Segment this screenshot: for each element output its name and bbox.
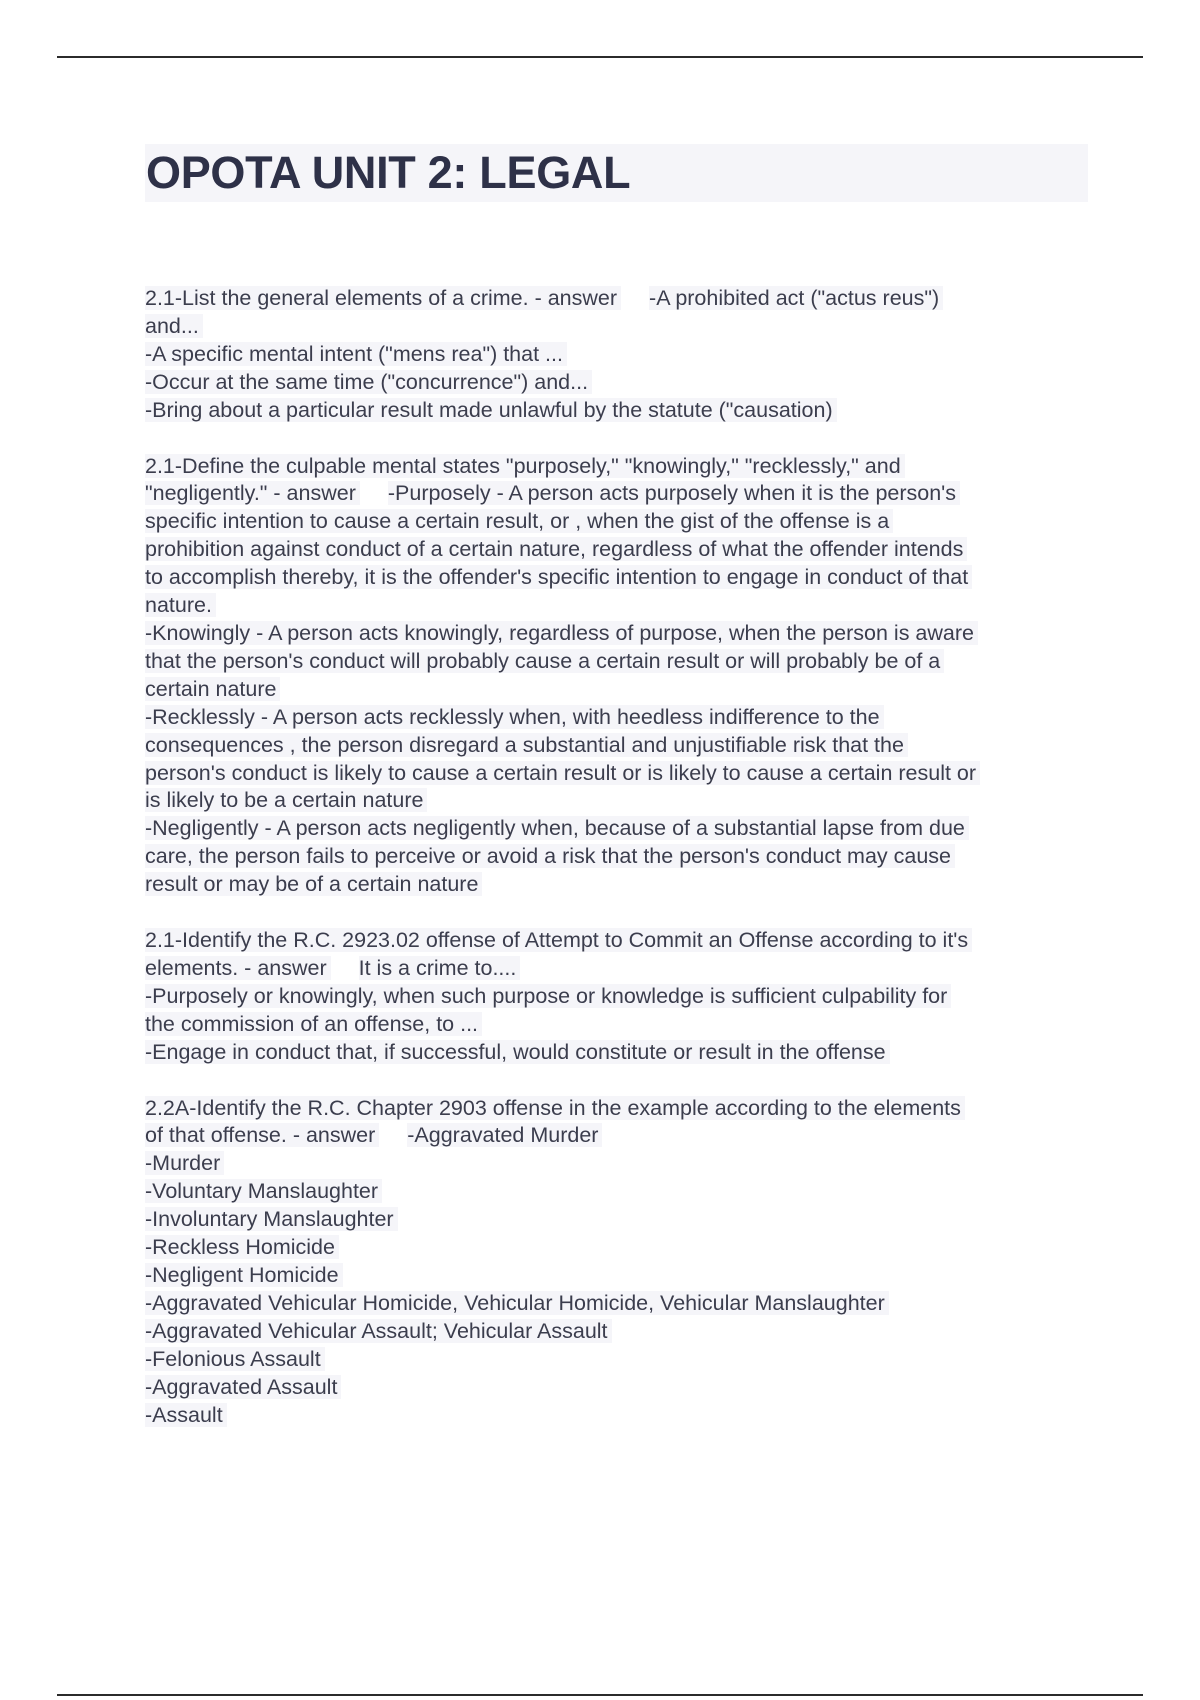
- line-text: care, the person fails to perceive or avoid a risk that the person's conduct may cause: [145, 844, 955, 868]
- line-text: -Purposely or knowingly, when such purpose or knowledge is sufficient culpability for: [145, 984, 951, 1008]
- line-text: -A specific mental intent ("mens rea") that ...: [145, 342, 567, 366]
- text-line: [145, 787, 1085, 815]
- text-line: [145, 1290, 1085, 1318]
- line-text: person's conduct is likely to cause a certain result or is likely to cause a certain result or: [145, 761, 980, 785]
- line-text: "negligently." - answer: [145, 481, 360, 505]
- text-line: [145, 955, 1085, 983]
- line-text: 2.1-List the general elements of a crime. - answer: [145, 286, 621, 310]
- line-text: -Negligently - A person acts negligently when, because of a substantial lapse from due: [145, 816, 969, 840]
- line-text: -Negligent Homicide: [145, 1263, 343, 1287]
- text-line: [145, 285, 1085, 313]
- line-text: to accomplish thereby, it is the offender's specific intention to engage in conduct of that: [145, 565, 972, 589]
- text-line: [145, 843, 1085, 871]
- text-line: [145, 1122, 1085, 1150]
- text-line: [145, 397, 1085, 425]
- text-line: [145, 592, 1085, 620]
- text-line: [145, 815, 1085, 843]
- text-line: [145, 1095, 1085, 1123]
- line-text: specific intention to cause a certain result, or , when the gist of the offense is a: [145, 509, 893, 533]
- line-text: 2.1-Identify the R.C. 2923.02 offense of Attempt to Commit an Offense according to it's: [145, 928, 972, 952]
- line-text: -Recklessly - A person acts recklessly when, with heedless indifference to the: [145, 705, 884, 729]
- text-line: [145, 620, 1085, 648]
- text-line: [145, 1346, 1085, 1374]
- line-text: and...: [145, 314, 203, 338]
- text-line: [145, 480, 1085, 508]
- text-line: [145, 1374, 1085, 1402]
- line-text: 2.2A-Identify the R.C. Chapter 2903 offense in the example according to the elements: [145, 1096, 965, 1120]
- line-text: -Voluntary Manslaughter: [145, 1179, 382, 1203]
- page-title: OPOTA UNIT 2: LEGAL: [146, 147, 631, 198]
- text-line: [145, 313, 1085, 341]
- line-text: -Bring about a particular result made unlawful by the statute ("causation): [145, 398, 837, 422]
- text-line: [145, 536, 1085, 564]
- line-text: -Occur at the same time ("concurrence") and...: [145, 370, 592, 394]
- line-text: the commission of an offense, to ...: [145, 1012, 482, 1036]
- line-text: -Aggravated Vehicular Homicide, Vehicular Homicide, Vehicular Manslaughter: [145, 1291, 889, 1315]
- bottom-rule: [57, 1694, 1143, 1696]
- text-line: [145, 927, 1085, 955]
- text-line: [145, 341, 1085, 369]
- text-line: [145, 1178, 1085, 1206]
- line-text: is likely to be a certain nature: [145, 788, 427, 812]
- answer-text: It is a crime to....: [359, 956, 521, 980]
- answer-text: -Purposely - A person acts purposely when it is the person's: [388, 481, 960, 505]
- text-line: [145, 1318, 1085, 1346]
- qa-section: [145, 1095, 1085, 1430]
- text-line: [145, 760, 1085, 788]
- text-line: [145, 871, 1085, 899]
- line-text: -Aggravated Vehicular Assault; Vehicular Assault: [145, 1319, 612, 1343]
- line-text: 2.1-Define the culpable mental states "purposely," "knowingly," "recklessly," and: [145, 454, 905, 478]
- qa-section: [145, 285, 1085, 425]
- line-text: -Reckless Homicide: [145, 1235, 339, 1259]
- text-line: [145, 1039, 1085, 1067]
- line-text: certain nature: [145, 677, 280, 701]
- line-text: -Aggravated Assault: [145, 1375, 341, 1399]
- text-line: [145, 564, 1085, 592]
- answer-text: -Aggravated Murder: [407, 1123, 602, 1147]
- text-line: [145, 508, 1085, 536]
- document-body: [145, 285, 1085, 1457]
- line-text: -Engage in conduct that, if successful, would constitute or result in the offense: [145, 1040, 890, 1064]
- line-text: -Knowingly - A person acts knowingly, regardless of purpose, when the person is aware: [145, 621, 978, 645]
- line-text: elements. - answer: [145, 956, 331, 980]
- text-line: [145, 453, 1085, 481]
- answer-text: -A prohibited act ("actus reus"): [649, 286, 943, 310]
- text-line: [145, 1206, 1085, 1234]
- text-line: [145, 1150, 1085, 1178]
- text-line: [145, 369, 1085, 397]
- line-text: of that offense. - answer: [145, 1123, 379, 1147]
- line-text: that the person's conduct will probably cause a certain result or will probably be of a: [145, 649, 944, 673]
- text-line: [145, 1262, 1085, 1290]
- text-line: [145, 676, 1085, 704]
- text-line: [145, 983, 1085, 1011]
- text-line: [145, 732, 1085, 760]
- text-line: [145, 1011, 1085, 1039]
- line-text: result or may be of a certain nature: [145, 872, 482, 896]
- qa-section: [145, 927, 1085, 1067]
- text-line: [145, 1234, 1085, 1262]
- line-text: prohibition against conduct of a certain nature, regardless of what the offender intends: [145, 537, 967, 561]
- line-text: -Assault: [145, 1403, 227, 1427]
- text-line: [145, 648, 1085, 676]
- line-text: consequences , the person disregard a substantial and unjustifiable risk that the: [145, 733, 908, 757]
- qa-section: [145, 453, 1085, 900]
- line-text: nature.: [145, 593, 216, 617]
- line-text: -Murder: [145, 1151, 224, 1175]
- text-line: [145, 1402, 1085, 1430]
- line-text: -Felonious Assault: [145, 1347, 325, 1371]
- text-line: [145, 704, 1085, 732]
- line-text: -Involuntary Manslaughter: [145, 1207, 398, 1231]
- top-rule: [57, 56, 1143, 58]
